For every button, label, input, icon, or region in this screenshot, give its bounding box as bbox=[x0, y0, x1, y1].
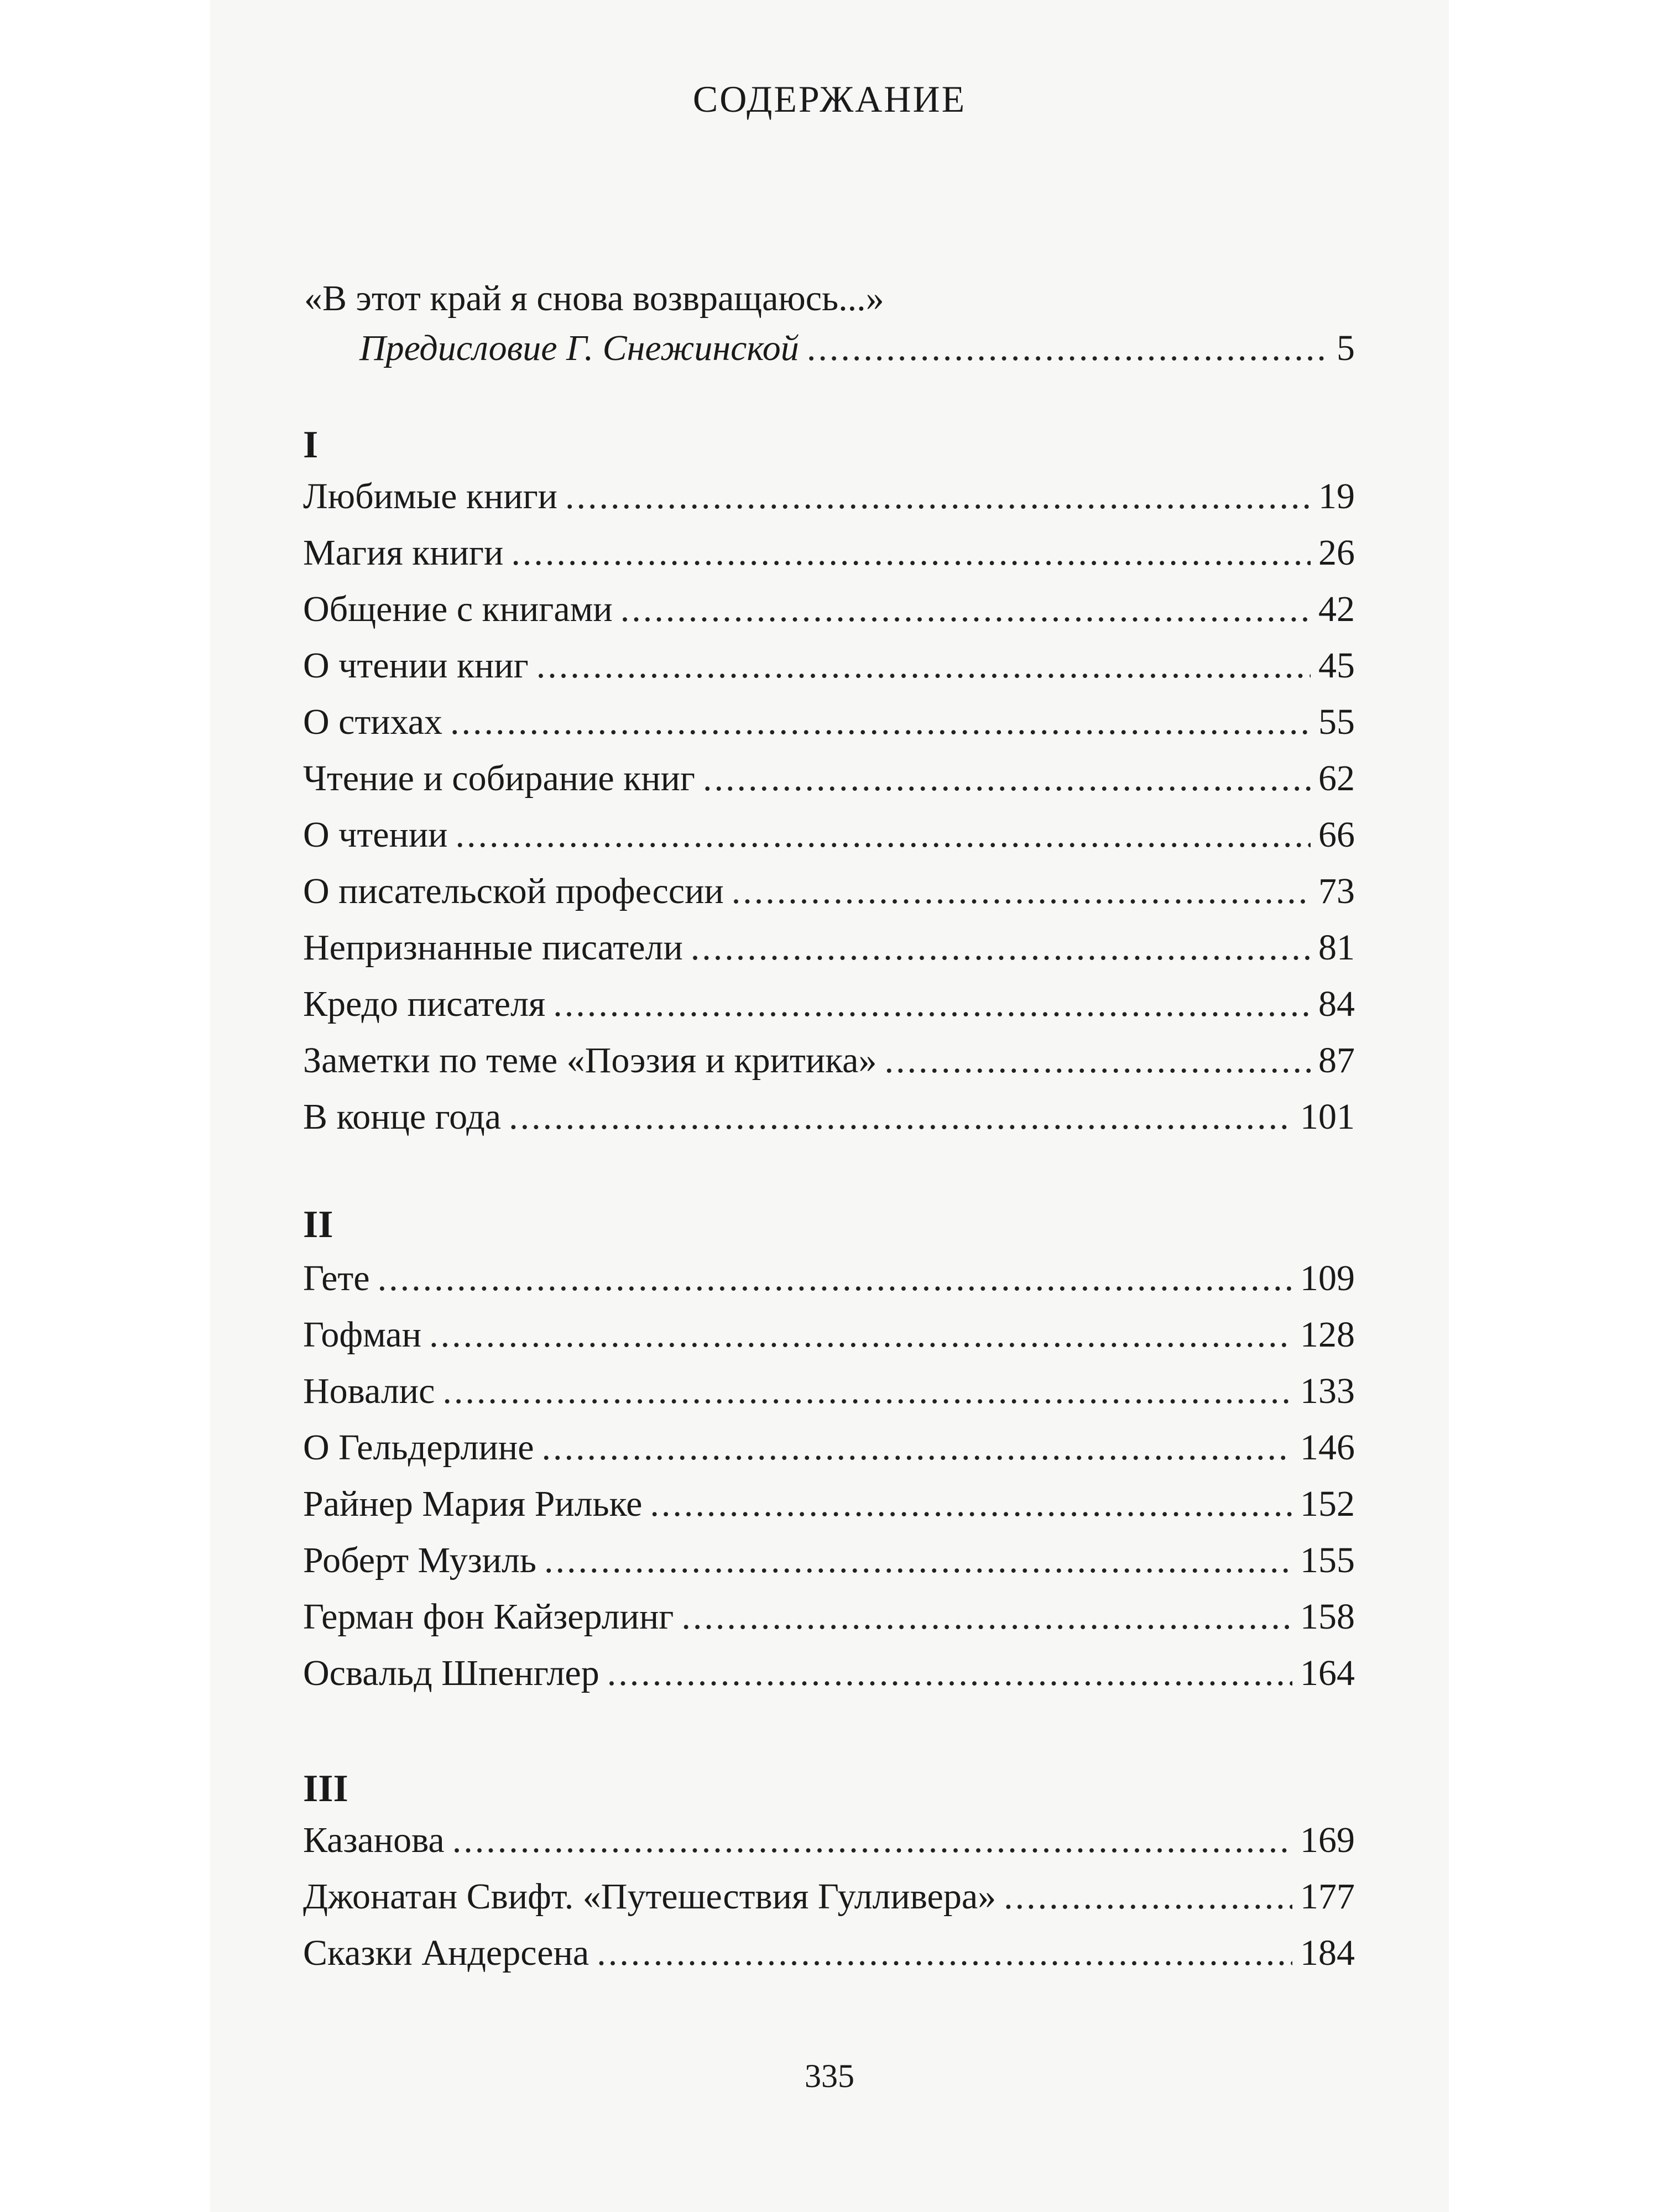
entry-page: 152 bbox=[1300, 1484, 1355, 1524]
toc-entry[interactable] bbox=[303, 1477, 1355, 1532]
section-numeral: III bbox=[303, 1767, 348, 1810]
entry-title: Магия книги bbox=[303, 533, 504, 573]
dot-leader bbox=[429, 1307, 1292, 1363]
toc-entry[interactable] bbox=[303, 1813, 1355, 1868]
dot-leader bbox=[1004, 1869, 1292, 1924]
dot-leader bbox=[681, 1589, 1292, 1645]
section-numeral: I bbox=[303, 424, 319, 466]
entry-page: 5 bbox=[1337, 328, 1355, 368]
entry-page: 66 bbox=[1318, 815, 1355, 855]
dot-leader bbox=[544, 1533, 1292, 1588]
toc-entry[interactable] bbox=[303, 582, 1355, 637]
toc-entry[interactable] bbox=[303, 469, 1355, 524]
toc-entry[interactable] bbox=[303, 1089, 1355, 1145]
dot-leader bbox=[650, 1477, 1292, 1532]
entry-page: 55 bbox=[1318, 702, 1355, 742]
entry-page: 87 bbox=[1318, 1040, 1355, 1081]
entry-title: О чтении книг bbox=[303, 645, 529, 686]
toc-entry[interactable] bbox=[303, 751, 1355, 806]
book-page bbox=[210, 0, 1449, 2212]
section-numeral: II bbox=[303, 1203, 333, 1246]
toc-entry[interactable] bbox=[303, 1926, 1355, 1981]
dot-leader bbox=[442, 1364, 1292, 1419]
toc-entry[interactable] bbox=[303, 977, 1355, 1032]
entry-title: Гофман bbox=[303, 1314, 422, 1355]
entry-title: Сказки Андерсена bbox=[303, 1933, 589, 1973]
entry-page: 146 bbox=[1300, 1427, 1355, 1468]
entry-title: О чтении bbox=[303, 815, 448, 855]
toc-entry[interactable] bbox=[303, 1033, 1355, 1088]
dot-leader bbox=[597, 1926, 1292, 1981]
dot-leader bbox=[511, 525, 1311, 581]
dot-leader bbox=[509, 1089, 1292, 1145]
dot-leader bbox=[620, 582, 1311, 637]
entry-page: 73 bbox=[1318, 871, 1355, 911]
toc-entry[interactable] bbox=[303, 1533, 1355, 1588]
preface-title: «В этот край я снова возвращаюсь...» bbox=[304, 278, 884, 319]
dot-leader bbox=[732, 864, 1311, 919]
dot-leader bbox=[607, 1646, 1292, 1701]
entry-page: 128 bbox=[1300, 1314, 1355, 1355]
entry-page: 158 bbox=[1300, 1597, 1355, 1637]
toc-entry[interactable] bbox=[303, 807, 1355, 863]
entry-title: О писательской профессии bbox=[303, 871, 724, 911]
entry-title: Чтение и собирание книг bbox=[303, 758, 695, 799]
entry-page: 184 bbox=[1300, 1933, 1355, 1973]
dot-leader bbox=[536, 638, 1311, 693]
entry-page: 84 bbox=[1318, 984, 1355, 1024]
toc-entry[interactable] bbox=[303, 1364, 1355, 1419]
toc-entry[interactable] bbox=[303, 638, 1355, 693]
dot-leader bbox=[884, 1033, 1311, 1088]
entry-title: Гете bbox=[303, 1258, 370, 1298]
toc-entry[interactable] bbox=[303, 525, 1355, 581]
entry-page: 81 bbox=[1318, 927, 1355, 968]
entry-title: Джонатан Свифт. «Путешествия Гулливера» bbox=[303, 1876, 997, 1917]
entry-title: Общение с книгами bbox=[303, 589, 613, 629]
entry-title: Кредо писателя bbox=[303, 984, 546, 1024]
dot-leader bbox=[807, 321, 1329, 376]
dot-leader bbox=[553, 977, 1311, 1032]
toc-entry[interactable] bbox=[303, 1646, 1355, 1701]
page-heading: СОДЕРЖАНИЕ bbox=[692, 78, 967, 120]
entry-title: Роберт Музиль bbox=[303, 1540, 537, 1580]
page-number: 335 bbox=[805, 2058, 854, 2094]
entry-title: Заметки по теме «Поэзия и критика» bbox=[303, 1040, 877, 1081]
toc-entry[interactable] bbox=[303, 1251, 1355, 1306]
entry-title: В конце года bbox=[303, 1097, 502, 1137]
dot-leader bbox=[542, 1420, 1293, 1475]
entry-title: О Гельдерлине bbox=[303, 1427, 534, 1468]
dot-leader bbox=[378, 1251, 1292, 1306]
toc-entry[interactable] bbox=[303, 1589, 1355, 1645]
toc-entry[interactable] bbox=[303, 920, 1355, 975]
entry-title: Новалис bbox=[303, 1371, 435, 1411]
entry-page: 133 bbox=[1300, 1371, 1355, 1411]
entry-page: 101 bbox=[1300, 1097, 1355, 1137]
dot-leader bbox=[691, 920, 1311, 975]
entry-page: 62 bbox=[1318, 758, 1355, 799]
entry-title: Райнер Мария Рильке bbox=[303, 1484, 643, 1524]
entry-title: Предисловие Г. Снежинской bbox=[359, 328, 799, 368]
toc-entry[interactable] bbox=[303, 1869, 1355, 1924]
entry-title: Любимые книги bbox=[303, 476, 557, 517]
entry-title: Герман фон Кайзерлинг bbox=[303, 1597, 674, 1637]
entry-title: Непризнанные писатели bbox=[303, 927, 683, 968]
entry-page: 26 bbox=[1318, 533, 1355, 573]
toc-entry[interactable] bbox=[303, 1420, 1355, 1475]
dot-leader bbox=[565, 469, 1311, 524]
toc-entry[interactable] bbox=[303, 695, 1355, 750]
dot-leader bbox=[452, 1813, 1292, 1868]
toc-entry-preface[interactable] bbox=[359, 321, 1355, 376]
toc-entry[interactable] bbox=[303, 1307, 1355, 1363]
entry-page: 42 bbox=[1318, 589, 1355, 629]
entry-page: 169 bbox=[1300, 1820, 1355, 1860]
entry-title: О стихах bbox=[303, 702, 443, 742]
entry-page: 19 bbox=[1318, 476, 1355, 517]
dot-leader bbox=[703, 751, 1311, 806]
toc-entry[interactable] bbox=[303, 864, 1355, 919]
dot-leader bbox=[450, 695, 1311, 750]
entry-page: 45 bbox=[1318, 645, 1355, 686]
entry-page: 155 bbox=[1300, 1540, 1355, 1580]
dot-leader bbox=[455, 807, 1311, 863]
entry-title: Освальд Шпенглер bbox=[303, 1653, 599, 1693]
entry-title: Казанова bbox=[303, 1820, 445, 1860]
entry-page: 109 bbox=[1300, 1258, 1355, 1298]
entry-page: 177 bbox=[1300, 1876, 1355, 1917]
entry-page: 164 bbox=[1300, 1653, 1355, 1693]
